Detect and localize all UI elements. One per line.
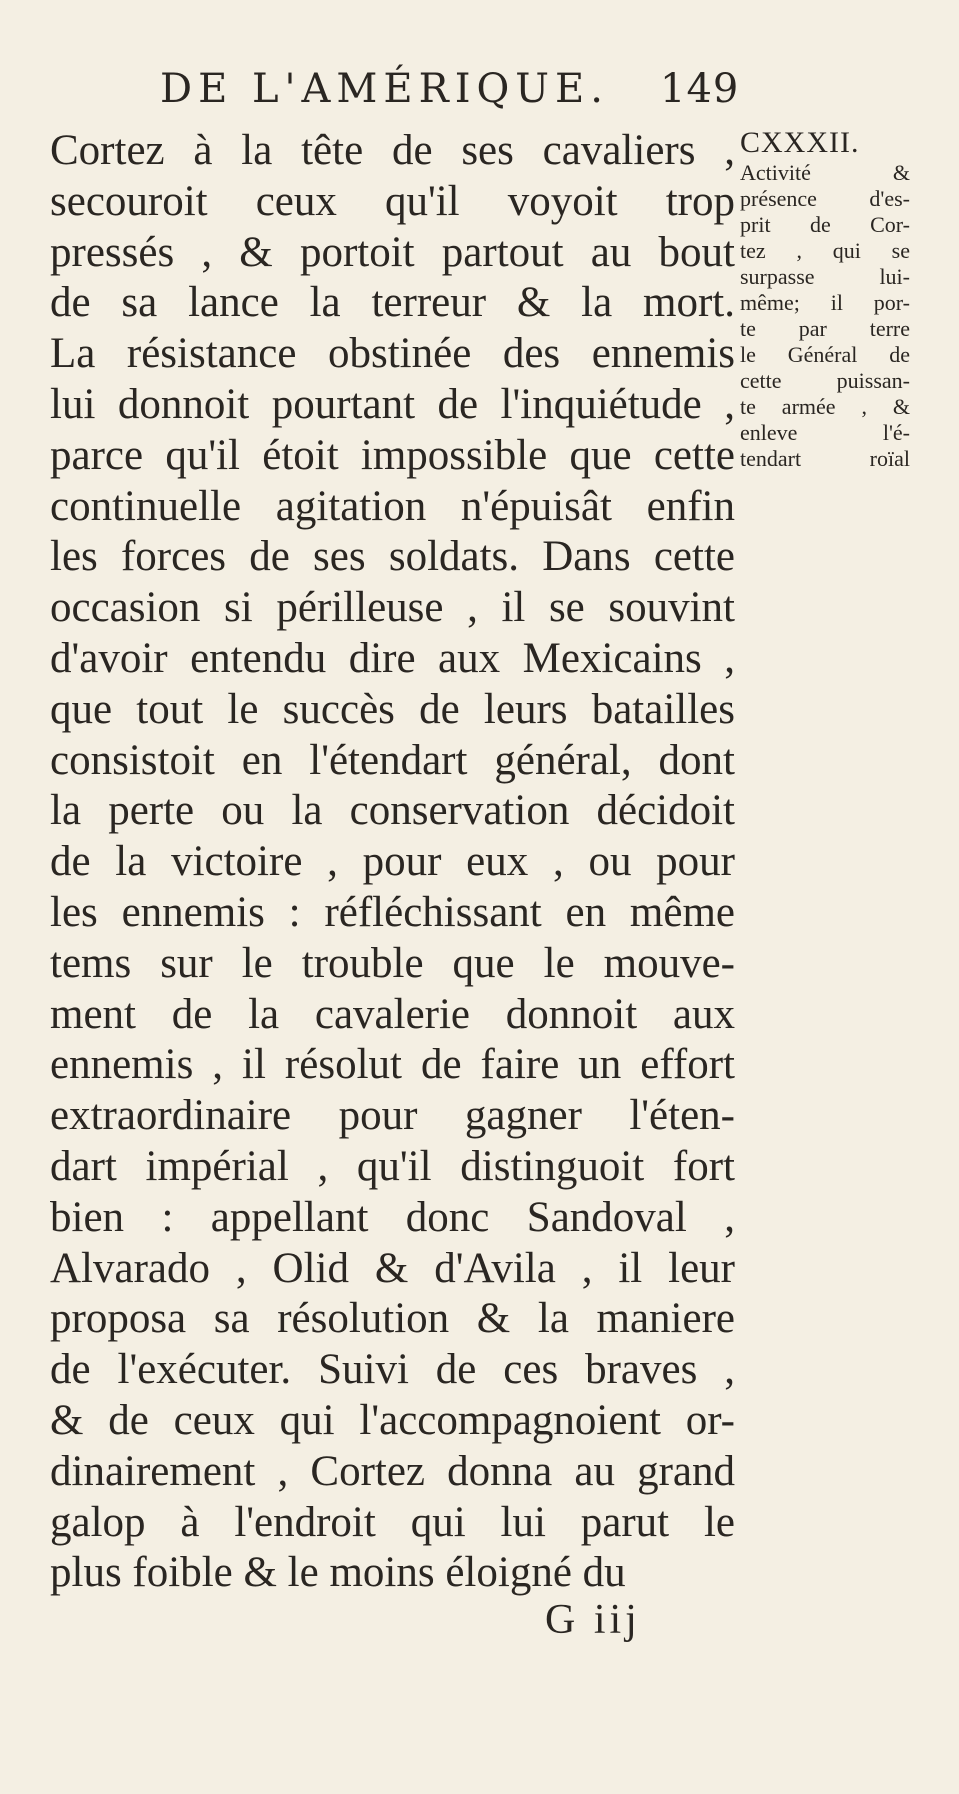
marginal-note-line: tez , qui se [740, 238, 910, 263]
text-line: lui donnoit pourtant de l'inquiétude , [50, 380, 735, 428]
main-text-block [50, 126, 735, 1599]
text-line: continuelle agitation n'épuisât enfin [50, 482, 735, 530]
marginal-note-line: surpasse lui- [740, 264, 910, 289]
text-line: plus foible & le moins éloigné du [50, 1549, 626, 1597]
text-line: proposa sa résolution & la maniere [50, 1295, 735, 1343]
text-line: extraordinaire pour gagner l'éten- [50, 1092, 735, 1140]
marginal-note-line: même; il por- [740, 290, 910, 315]
marginal-note-line: enleve l'é- [740, 420, 910, 445]
marginal-note-line: cette puissan- [740, 368, 910, 393]
running-title: DE L'AMÉRIQUE. [160, 66, 609, 112]
marginal-note-line: Activité & [740, 160, 910, 185]
text-line: de l'exécuter. Suivi de ces braves , [50, 1346, 735, 1394]
text-line: Cortez à la tête de ses cavaliers , [50, 127, 735, 174]
text-line: ment de la cavalerie donnoit aux [50, 990, 735, 1038]
text-line: de la victoire , pour eux , ou pour [50, 838, 735, 886]
marginal-note-line: te par terre [740, 316, 910, 341]
text-line: tems sur le trouble que le mouve- [50, 939, 735, 987]
text-line: ennemis , il résolut de faire un effort [50, 1041, 735, 1089]
text-line: parce qu'il étoit impossible que cette [50, 431, 735, 479]
signature-mark: G iij [545, 1597, 641, 1643]
text-line: d'avoir entendu dire aux Mexicains , [50, 634, 735, 682]
marginal-note-line: prit de Cor- [740, 212, 910, 237]
text-line: de sa lance la terreur & la mort. [50, 279, 735, 327]
text-line: les ennemis : réfléchissant en même [50, 888, 735, 936]
marginal-note-line: te armée , & [740, 394, 910, 419]
text-line: bien : appellant donc Sandoval , [50, 1193, 735, 1241]
text-line: consistoit en l'étendart général, dont [50, 736, 735, 784]
marginal-note-line: tendart roïal [740, 446, 910, 471]
text-line: les forces de ses soldats. Dans cette [50, 533, 735, 581]
running-header [160, 66, 740, 112]
page-number: 149 [660, 66, 740, 112]
text-line: dinairement , Cortez donna au grand [50, 1447, 735, 1495]
text-line: & de ceux qui l'accompagnoient or- [50, 1396, 735, 1444]
marginal-note-line: le Général de [740, 342, 910, 367]
marginal-note-line: présence d'es- [740, 186, 910, 211]
text-line: La résistance obstinée des ennemis [50, 330, 735, 378]
text-line: dart impérial , qu'il distinguoit fort [50, 1142, 735, 1190]
text-line: galop à l'endroit qui lui parut le [50, 1498, 735, 1546]
marginal-note-number: CXXXII. [740, 126, 860, 159]
text-line: secouroit ceux qu'il voyoit trop [50, 177, 735, 225]
text-line: occasion si périlleuse , il se souvint [50, 584, 735, 632]
text-line: Alvarado , Olid & d'Avila , il leur [50, 1244, 735, 1292]
text-line: pressés , & portoit partout au bout [50, 228, 735, 276]
marginal-note [740, 126, 910, 472]
text-line: que tout le succès de leurs batailles [50, 685, 735, 733]
text-line: la perte ou la conservation décidoit [50, 787, 735, 835]
